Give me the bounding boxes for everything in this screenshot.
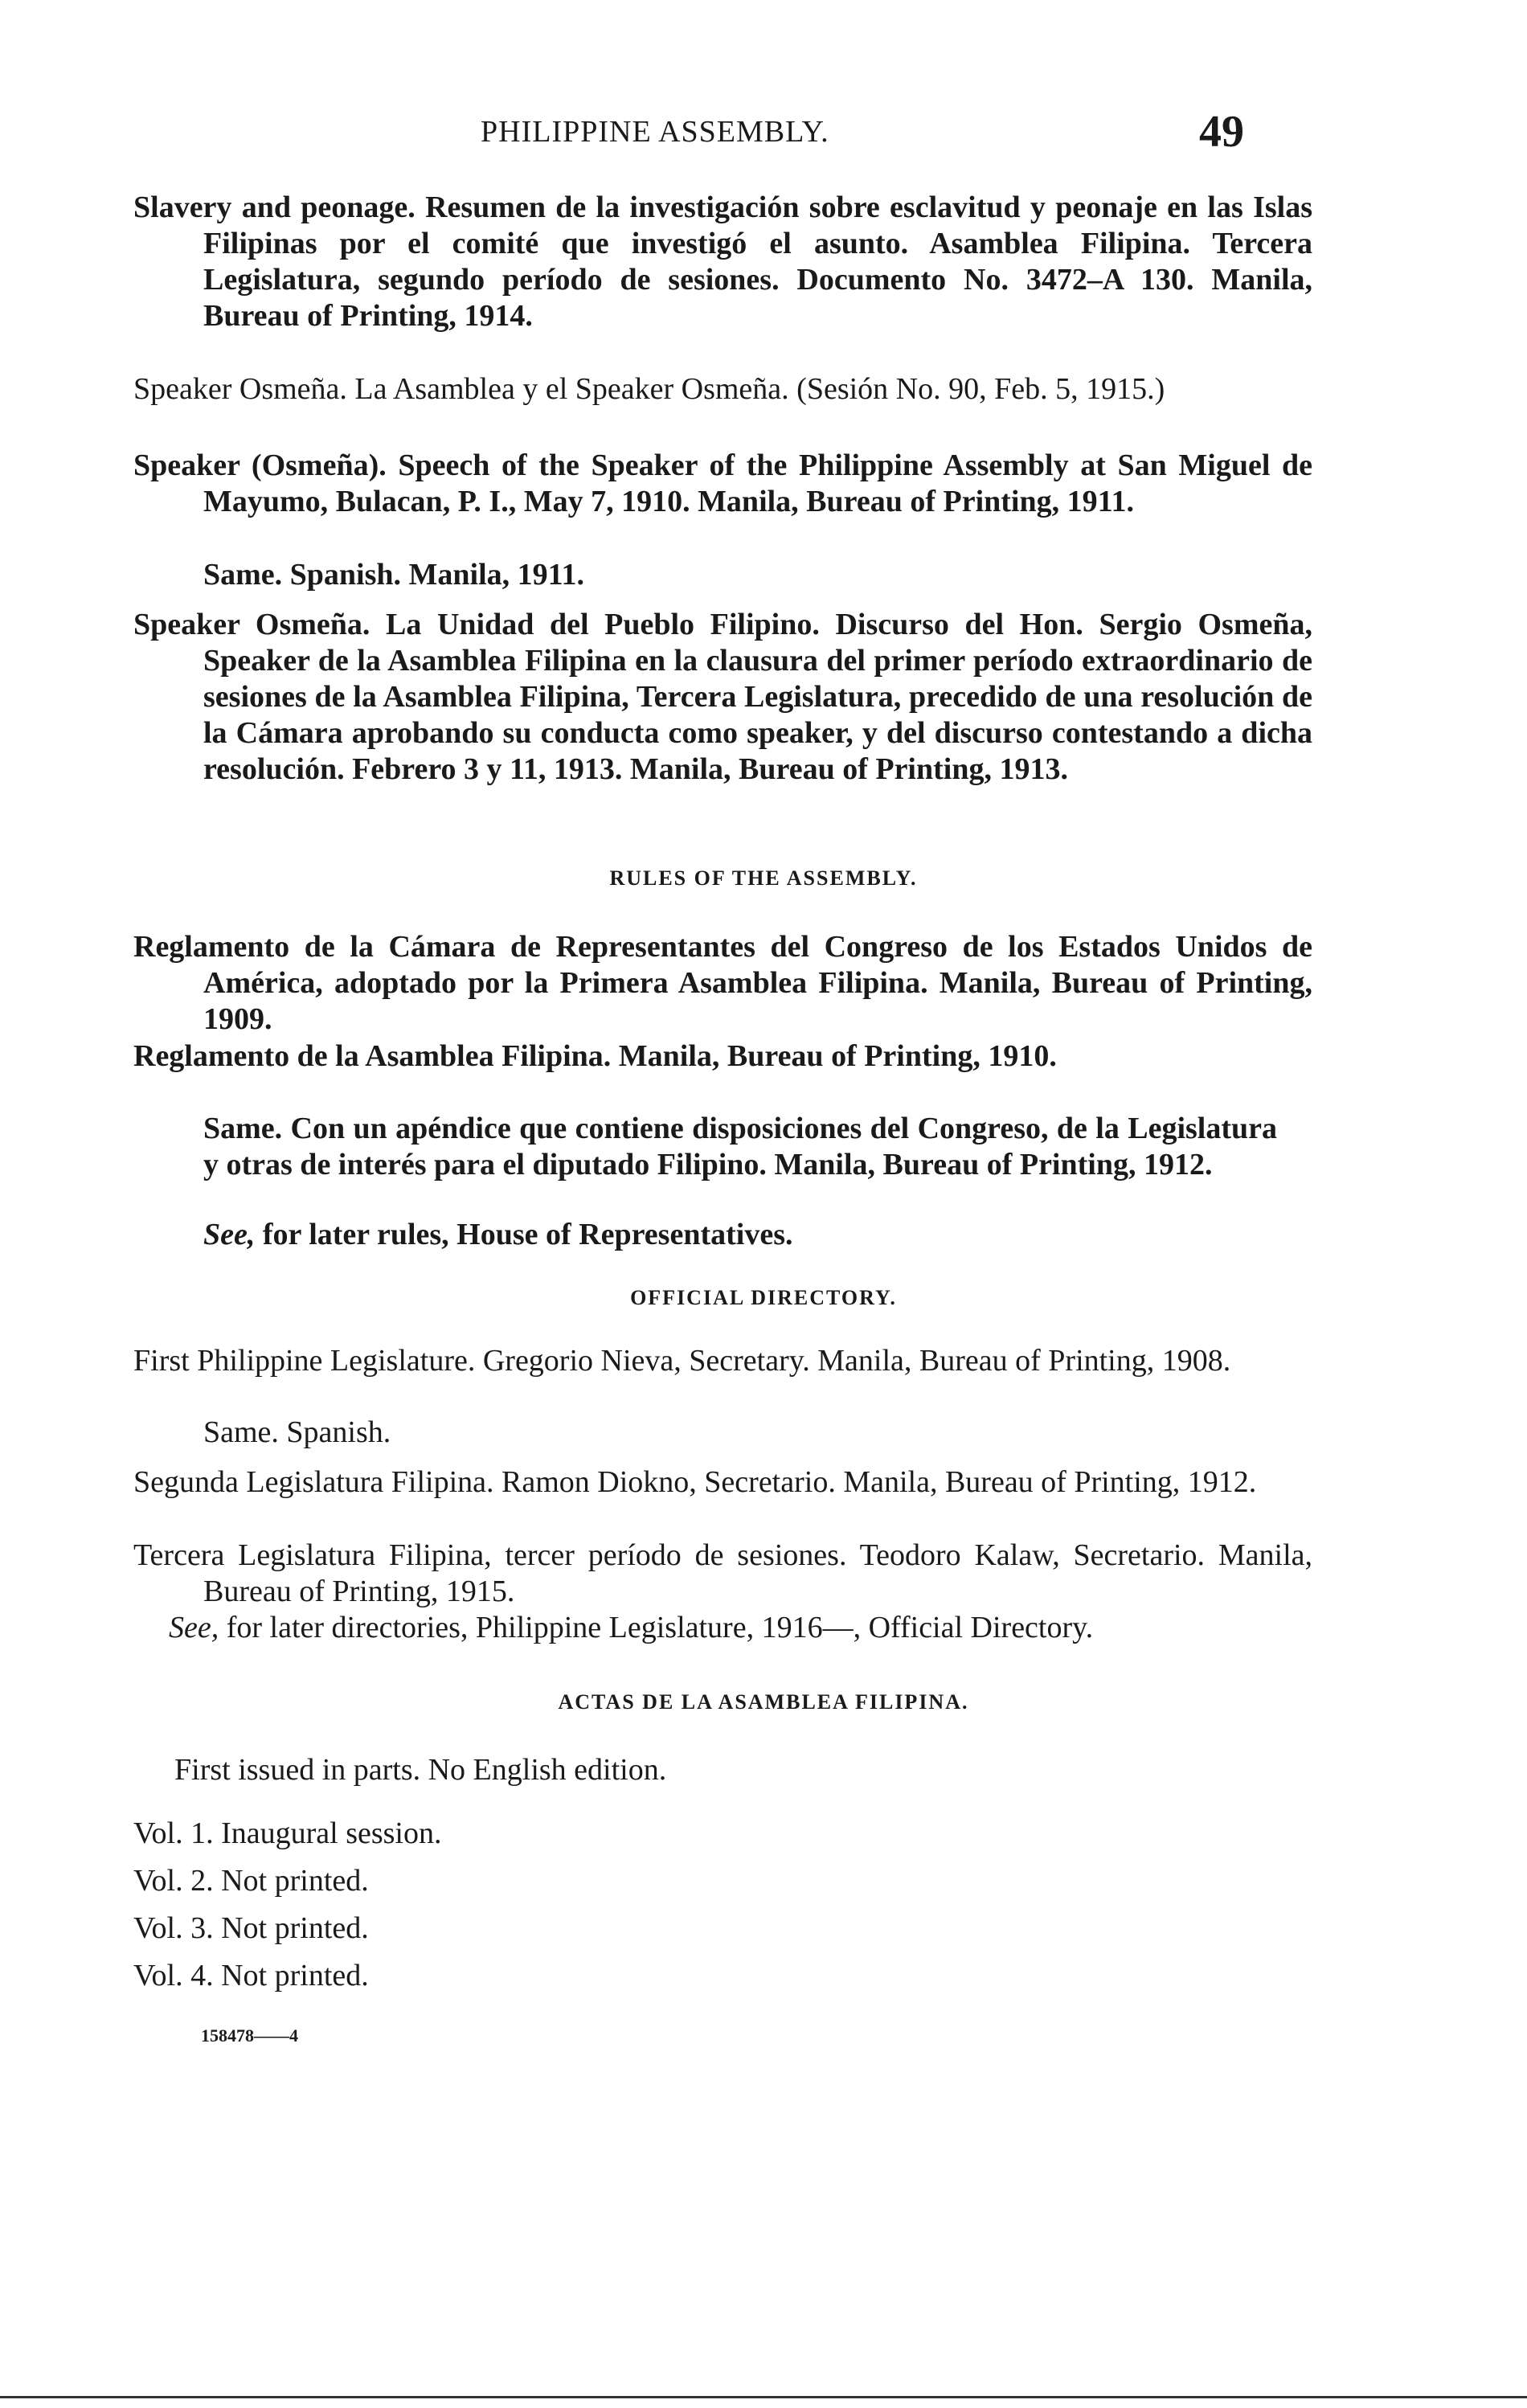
actas-heading: ACTAS DE LA ASAMBLEA FILIPINA. [558, 1690, 969, 1714]
entry-same-spanish: Same. Spanish. Manila, 1911. [203, 558, 585, 592]
running-title: PHILIPPINE ASSEMBLY. [481, 115, 829, 149]
entry-unidad-pueblo: Speaker Osmeña. La Unidad del Pueblo Filipino. Discurso del Hon. Sergio Osmeña, Speaker de la Asamblea Filipina en la clausura del primer período extraordinario de sesiones de la Asamblea Filipina, Tercera Legislatura, precedido de una resolución de la Cámara aprobando su conducta como speaker, y del discurso contestando a dicha resolución. Febrero 3 y 11, 1913. Manila, Bureau of Printing, 1913. [133, 608, 1312, 786]
see-rules-note [169, 1217, 1277, 1253]
entry-reglamento-camara: Reglamento de la Cámara de Representantes del Congreso de los Estados Unidos de América, adoptado por la Primera Asamblea Filipina. Manila, Bureau of Printing, 1909. [133, 930, 1312, 1036]
volume-item: Vol. 3. Not printed. [133, 1911, 369, 1945]
directory-heading: OFFICIAL DIRECTORY. [630, 1286, 897, 1309]
signature-mark: 158478——4 [201, 2025, 298, 2046]
entry-speaker-speech: Speaker (Osmeña). Speech of the Speaker of the Philippine Assembly at San Miguel de Mayumo, Bulacan, P. I., May 7, 1910. Manila, Bureau of Printing, 1911. [133, 448, 1312, 518]
see-directories-text: for later directories, Philippine Legislature, 1916—, Official Directory. [219, 1611, 1094, 1644]
entry-reglamento-apendice: Same. Con un apéndice que contiene disposiciones del Congreso, de la Legislatura y otras de interés para el diputado Filipino. Manila, Bureau of Printing, 1912. [203, 1112, 1277, 1181]
volume-item: Vol. 2. Not printed. [133, 1864, 369, 1898]
see-rules-text: for later rules, House of Representatives. [255, 1218, 793, 1251]
bottom-rule [0, 2396, 1527, 2398]
see-word: See, [203, 1218, 256, 1251]
rules-heading: RULES OF THE ASSEMBLY. [609, 866, 918, 890]
entry-speaker-osmena-asamblea: Speaker Osmeña. La Asamblea y el Speaker Osmeña. (Sesión No. 90, Feb. 5, 1915.) [133, 372, 1165, 406]
entry-first-legislature: First Philippine Legislature. Gregorio Nieva, Secretary. Manila, Bureau of Printing, 1908. [133, 1344, 1231, 1378]
actas-intro: First issued in parts. No English edition. [174, 1753, 667, 1787]
volume-item: Vol. 1. Inaugural session. [133, 1816, 442, 1850]
see-directories-note [133, 1610, 1242, 1646]
entry-slavery-peonage: Slavery and peonage. Resumen de la investigación sobre esclavitud y peonaje en las Islas Filipinas por el comité que investigó el asunto. Asamblea Filipina. Tercera Legislatura, segundo período de sesiones. Documento No. 3472–A 130. Manila, Bureau of Printing, 1914. [133, 190, 1312, 333]
see-word: See, [169, 1611, 219, 1644]
entry-same-spanish-directory: Same. Spanish. [203, 1415, 391, 1449]
volume-item: Vol. 4. Not printed. [133, 1959, 369, 1992]
entry-tercera-legislatura: Tercera Legislatura Filipina, tercer período de sesiones. Teodoro Kalaw, Secretario. Manila, Bureau of Printing, 1915. [133, 1538, 1312, 1608]
running-head [0, 107, 1527, 159]
entry-reglamento-asamblea: Reglamento de la Asamblea Filipina. Manila, Bureau of Printing, 1910. [133, 1039, 1057, 1073]
entry-segunda-legislatura: Segunda Legislatura Filipina. Ramon Diokno, Secretario. Manila, Bureau of Printing, 1912. [133, 1465, 1257, 1499]
page-number: 49 [1199, 107, 1244, 157]
